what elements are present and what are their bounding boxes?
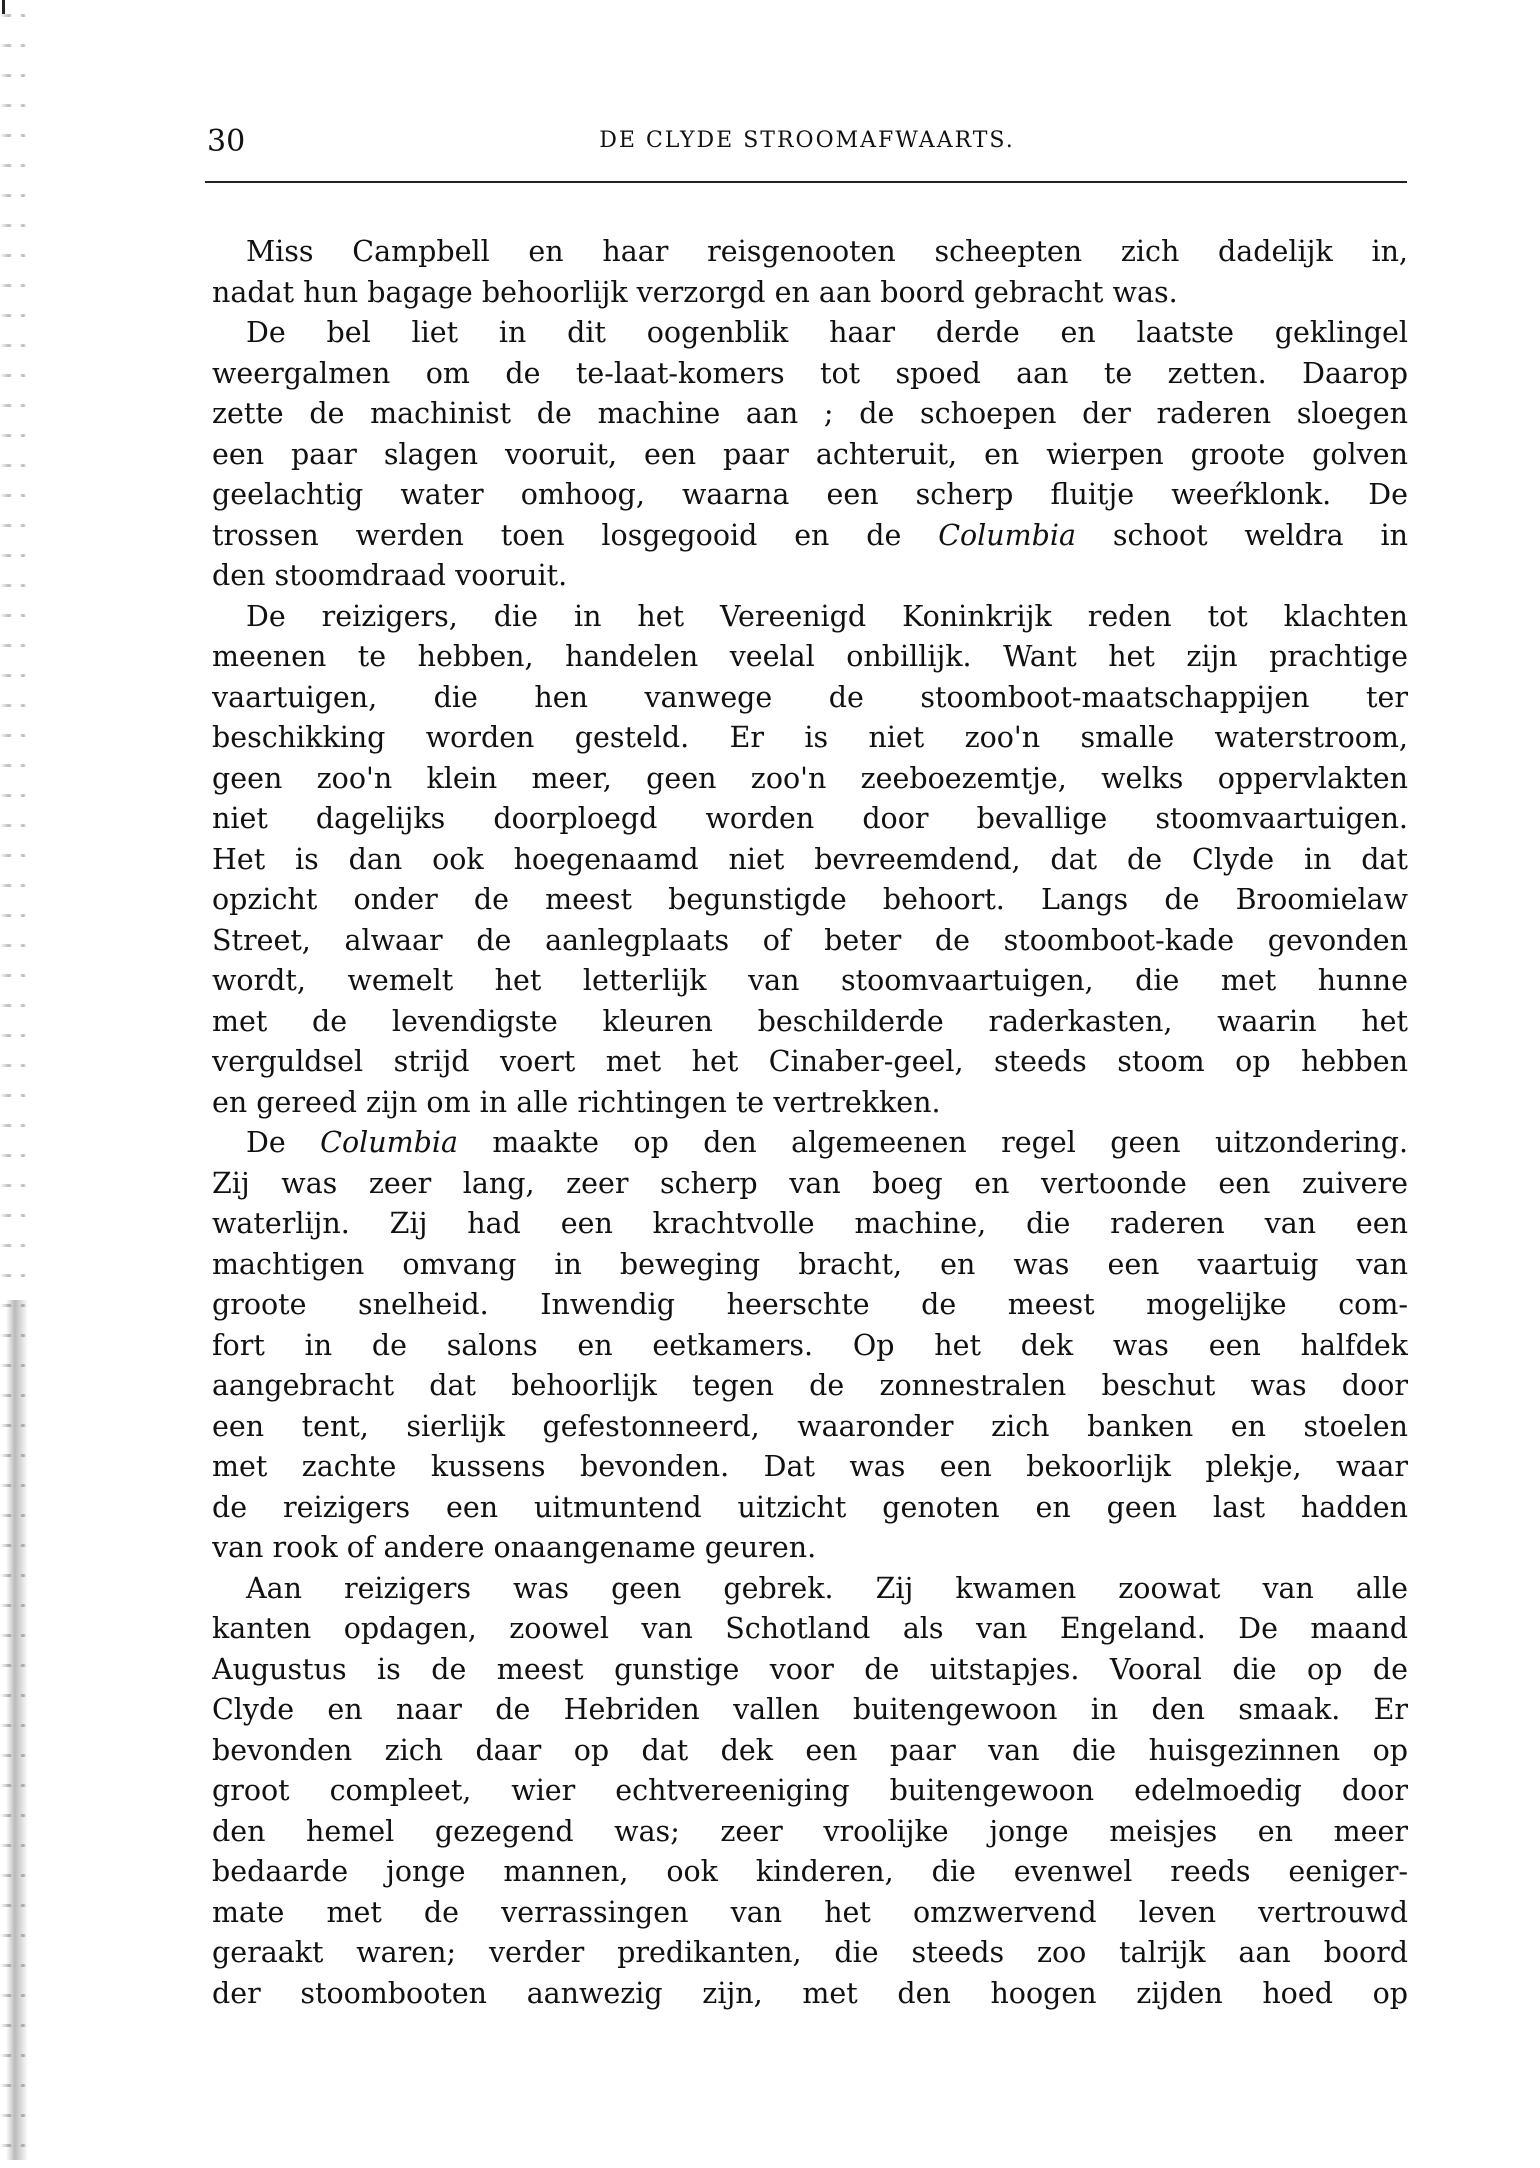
text-segment: De [246,1126,321,1159]
text-line [212,1326,1408,1367]
scan-edge-shadow [6,1300,28,2160]
text-segment: van rook of andere onaangename geuren. [212,1531,817,1564]
text-line [212,1933,1408,1974]
text-segment: groote snelheid. Inwendig heerschte de meest mogelijke com- [212,1288,1408,1321]
text-segment: schoot weldra in [1076,518,1408,552]
text-segment: een tent, sierlijk gefestonneerd, waaronder zich banken en stoelen [212,1409,1408,1443]
text-segment: meenen te hebben, handelen veelal onbillijk. Want het zijn prachtige [212,640,1408,673]
text-segment: Augustus is de meest gunstige voor de uitstapjes. Vooral die op de [212,1652,1408,1686]
text-segment: Het is dan ook hoegenaamd niet bevreemdend, dat de Clyde in dat [212,842,1408,876]
text-segment: en gereed zijn om in alle richtingen te vertrekken. [212,1085,941,1119]
text-segment: maakte op den algemeenen regel geen uitzondering. [457,1126,1408,1159]
text-segment: trossen werden toen losgegooid en de [212,518,939,552]
text-segment: verguldsel strijd voert met het Cinaber-geel, steeds stoom op hebben [212,1045,1408,1078]
text-line [212,880,1408,921]
paragraph [212,232,1408,313]
text-line [212,1771,1408,1812]
italic-ship-name: Columbia [938,518,1077,552]
text-segment: geraakt waren; verder predikanten, die steeds zoo talrijk aan boord [212,1936,1408,1969]
text-segment: een paar slagen vooruit, een paar achteruit, en wierpen groote golven [212,437,1408,471]
text-segment: geelachtig water omhoog, waarna een scherp fluitje weeŕklonk. De [212,478,1408,511]
text-line [212,1083,1408,1124]
text-line [212,313,1408,354]
text-line [212,273,1408,314]
text-segment: De bel liet in dit oogenblik haar derde en laatste geklingel [246,316,1408,349]
paragraph [212,1123,1408,1569]
text-line [212,597,1408,638]
text-line [212,556,1408,597]
text-line [212,840,1408,881]
text-line [212,1731,1408,1772]
text-line [212,1488,1408,1529]
text-segment: Zij was zeer lang, zeer scherp van boeg en vertoonde een zuivere [212,1166,1408,1200]
text-segment: vaartuigen, die hen vanwege de stoomboot-maatschappijen ter [212,680,1408,714]
text-line [212,718,1408,759]
page-body [212,232,1408,2014]
text-line [212,799,1408,840]
text-segment: bevonden zich daar op dat dek een paar van die huisgezinnen op [212,1733,1408,1767]
text-segment: groot compleet, wier echtvereeniging buitengewoon edelmoedig door [212,1774,1408,1807]
text-segment: opzicht onder de meest begunstigde behoort. Langs de Broomielaw [212,883,1408,916]
text-segment: geen zoo'n klein meer, geen zoo'n zeeboezemtje, welks oppervlakten [212,761,1408,795]
text-segment: aangebracht dat behoorlijk tegen de zonnestralen beschut was door [212,1369,1408,1402]
text-segment: Street, alwaar de aanlegplaats of beter de stoomboot-kade gevonden [212,923,1408,957]
text-line [212,637,1408,678]
text-segment: waterlijn. Zij had een krachtvolle machine, die raderen van een [212,1207,1408,1240]
text-segment: met de levendigste kleuren beschilderde raderkasten, waarin het [212,1004,1408,1038]
text-segment: bedaarde jonge mannen, ook kinderen, die evenwel reeds eeniger- [212,1855,1408,1888]
text-line [212,1042,1408,1083]
text-line [212,1650,1408,1691]
text-line [212,1812,1408,1853]
text-line [212,961,1408,1002]
text-line [212,232,1408,273]
text-line [212,1569,1408,1610]
text-segment: Miss Campbell en haar reisgenooten scheepten zich dadelijk in, [246,235,1408,268]
text-segment: den hemel gezegend was; zeer vroolijke jonge meisjes en meer [212,1814,1408,1848]
text-line [212,1974,1408,2015]
text-line [212,1690,1408,1731]
text-line [212,435,1408,476]
text-segment: Clyde en naar de Hebriden vallen buitengewoon in den smaak. Er [212,1693,1408,1726]
text-segment: De reizigers, die in het Vereenigd Koninkrijk reden tot klachten [246,599,1408,633]
text-segment: fort in de salons en eetkamers. Op het dek was een halfdek [212,1328,1408,1362]
text-line [212,1285,1408,1326]
text-segment: met zachte kussens bevonden. Dat was een bekoorlijk plekje, waar [212,1450,1408,1483]
text-line [212,1528,1408,1569]
text-segment: machtigen omvang in beweging bracht, en was een vaartuig van [212,1247,1408,1281]
text-line [212,678,1408,719]
page-header [207,120,1407,164]
text-line [212,1852,1408,1893]
text-segment: de reizigers een uitmuntend uitzicht genoten en geen last hadden [212,1490,1408,1524]
text-segment: der stoombooten aanwezig zijn, met den hoogen zijden hoed op [212,1976,1408,2010]
text-segment: den stoomdraad vooruit. [212,559,568,592]
scan-corner-mark [2,0,5,14]
text-line [212,921,1408,962]
text-line [212,475,1408,516]
text-line [212,394,1408,435]
text-line [212,1245,1408,1286]
text-line [212,354,1408,395]
page-number: 30 [207,124,246,159]
text-segment: niet dagelijks doorploegd worden door bevallige stoomvaartuigen. [212,802,1408,835]
text-segment: zette de machinist de machine aan ; de schoepen der raderen sloegen [212,397,1408,430]
text-segment: weergalmen om de te-laat-komers tot spoed aan te zetten. Daarop [212,356,1408,390]
paragraph [212,1569,1408,2015]
text-line [212,759,1408,800]
text-line [212,1893,1408,1934]
text-line [212,1366,1408,1407]
text-segment: nadat hun bagage behoorlijk verzorgd en aan boord gebracht was. [212,275,1178,309]
text-line [212,516,1408,557]
paragraph [212,597,1408,1124]
text-segment: beschikking worden gesteld. Er is niet zoo'n smalle waterstroom, [212,721,1408,754]
italic-ship-name: Columbia [320,1126,458,1159]
text-segment: Aan reizigers was geen gebrek. Zij kwamen zoowat van alle [246,1571,1408,1605]
text-line [212,1164,1408,1205]
header-rule [205,181,1407,183]
text-segment: kanten opdagen, zoowel van Schotland als van Engeland. De maand [212,1612,1408,1645]
text-line [212,1609,1408,1650]
text-line [212,1447,1408,1488]
text-line [212,1123,1408,1164]
paragraph [212,313,1408,597]
text-line [212,1204,1408,1245]
text-line [212,1407,1408,1448]
text-line [212,1002,1408,1043]
text-segment: mate met de verrassingen van het omzwervend leven vertrouwd [212,1895,1408,1929]
text-segment: wordt, wemelt het letterlijk van stoomvaartuigen, die met hunne [212,964,1408,997]
running-title: DE CLYDE STROOMAFWAARTS. [599,128,1015,153]
